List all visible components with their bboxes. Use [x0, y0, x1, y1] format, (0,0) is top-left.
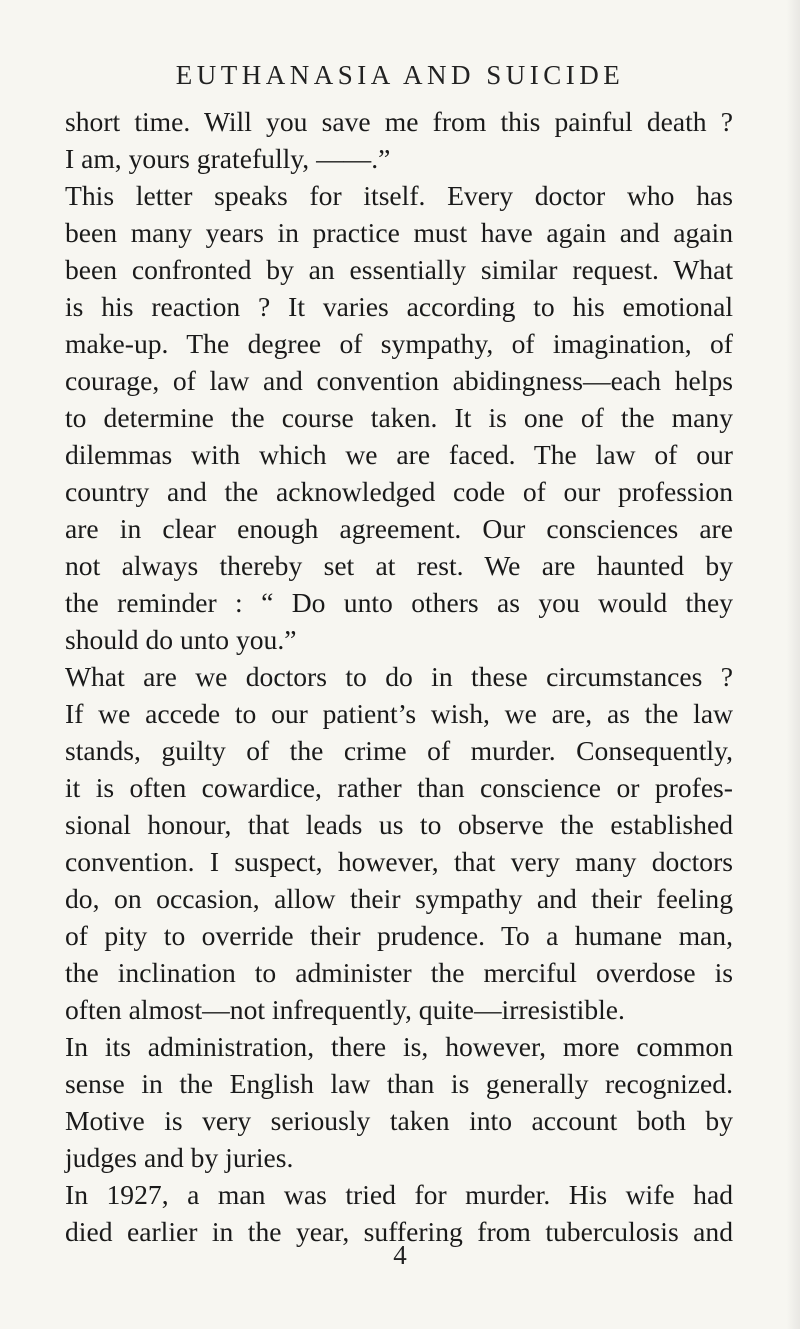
- text-line: make-up. The degree of sympathy, of imagination, of: [65, 328, 733, 359]
- text-line: sense in the English law than is generally recognized.: [65, 1068, 733, 1099]
- text-line: judges and by juries.: [65, 1142, 294, 1173]
- page-number: 4: [393, 1240, 407, 1270]
- text-line: What are we doctors to do in these circumstances ?: [65, 661, 733, 692]
- text-line: of pity to override their prudence. To a humane man,: [65, 920, 733, 951]
- text-line: to determine the course taken. It is one of the many: [65, 402, 733, 433]
- page-edge-shadow: [786, 0, 800, 1329]
- text-line: short time. Will you save me from this painful death ?: [65, 106, 733, 137]
- text-line: should do unto you.”: [65, 624, 297, 655]
- text-line: Motive is very seriously taken into account both by: [65, 1105, 733, 1136]
- text-line: courage, of law and convention abidingness—each helps: [65, 365, 733, 396]
- text-line: dilemmas with which we are faced. The law of our: [65, 439, 733, 470]
- text-line: not always thereby set at rest. We are haunted by: [65, 550, 733, 581]
- text-line: In its administration, there is, however, more common: [65, 1031, 733, 1062]
- text-line: the inclination to administer the merciful overdose is: [65, 957, 733, 988]
- text-line: been confronted by an essentially similar request. What: [65, 254, 733, 285]
- text-line: are in clear enough agreement. Our consciences are: [65, 513, 733, 544]
- text-line: been many years in practice must have again and again: [65, 217, 733, 248]
- text-line: This letter speaks for itself. Every doctor who has: [65, 180, 733, 211]
- text-line: I am, yours gratefully, ——.”: [65, 143, 391, 174]
- text-line: is his reaction ? It varies according to his emotional: [65, 291, 733, 322]
- running-head: EUTHANASIA AND SUICIDE: [175, 60, 625, 90]
- text-line: convention. I suspect, however, that very many doctors: [65, 846, 733, 877]
- body-text: [65, 103, 733, 1250]
- text-line: stands, guilty of the crime of murder. Consequently,: [65, 735, 733, 766]
- text-line: it is often cowardice, rather than conscience or profes-: [65, 772, 733, 803]
- text-line: If we accede to our patient’s wish, we are, as the law: [65, 698, 733, 729]
- text-line: died earlier in the year, suffering from tuberculosis and: [65, 1216, 733, 1247]
- text-line: sional honour, that leads us to observe the established: [65, 809, 733, 840]
- text-line: In 1927, a man was tried for murder. His wife had: [65, 1179, 733, 1210]
- text-line: the reminder : “ Do unto others as you would they: [65, 587, 733, 618]
- text-line: often almost—not infrequently, quite—irresistible.: [65, 994, 625, 1025]
- text-line: do, on occasion, allow their sympathy and their feeling: [65, 883, 733, 914]
- text-line: country and the acknowledged code of our profession: [65, 476, 733, 507]
